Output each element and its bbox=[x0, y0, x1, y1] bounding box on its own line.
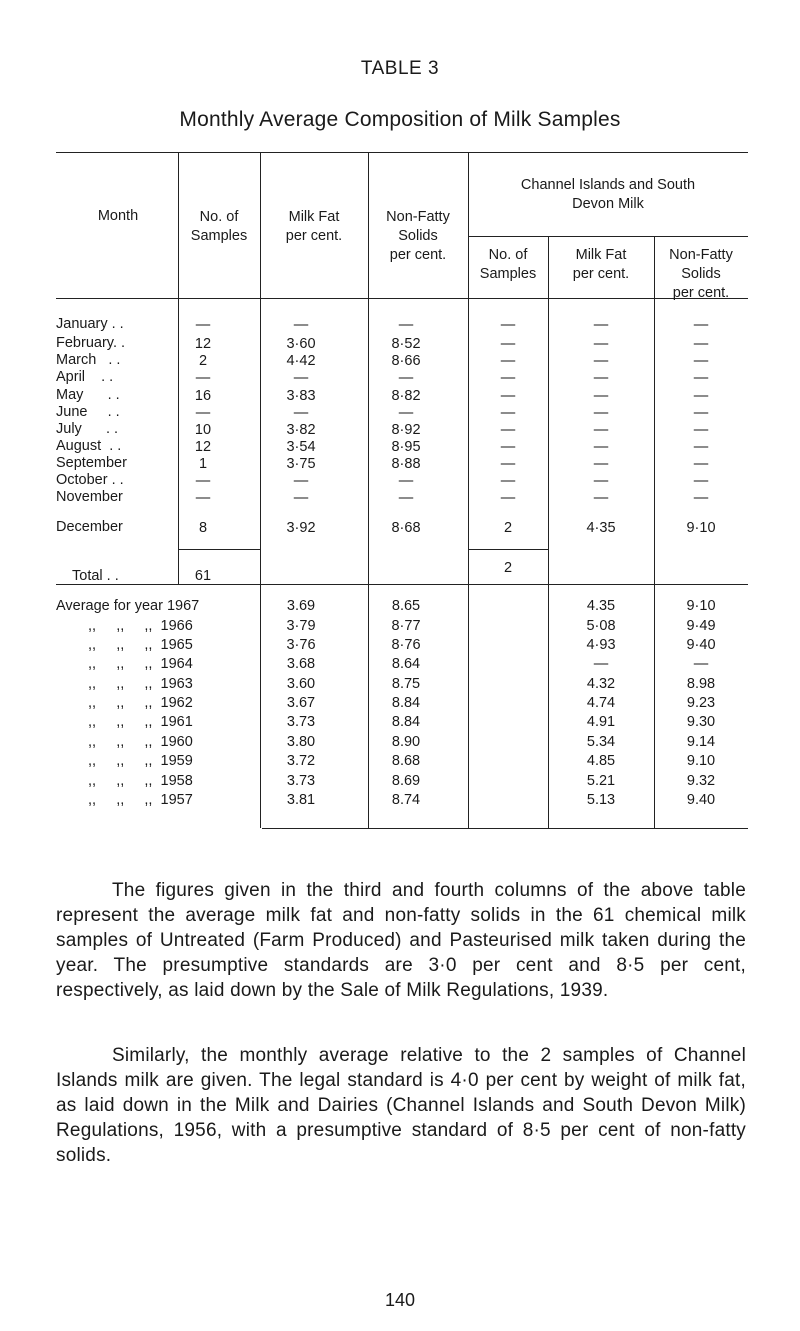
avg-ch-non-fatty-cell: 9.23 bbox=[686, 695, 716, 711]
ch-non-fatty-cell: — bbox=[693, 439, 709, 455]
ch-non-fatty-cell: — bbox=[693, 336, 709, 352]
ch-samples-cell: — bbox=[500, 336, 516, 352]
ch-samples-cell: — bbox=[500, 490, 516, 506]
table-title: Monthly Average Composition of Milk Samples bbox=[179, 108, 621, 131]
avg-ch-non-fatty-cell: 8.98 bbox=[686, 676, 716, 692]
month-label: February. . bbox=[56, 335, 126, 351]
avg-milk-fat-cell: 3·76 bbox=[286, 637, 316, 653]
average-year-label: ,, ,, ,, 1960 bbox=[88, 734, 193, 750]
month-label: November bbox=[56, 489, 123, 505]
channel-december-rule bbox=[468, 549, 548, 550]
month-label: September bbox=[56, 455, 127, 471]
milk-fat-cell: — bbox=[293, 490, 309, 506]
ch-non-fatty-cell: — bbox=[693, 317, 709, 333]
ch-milk-fat-cell: — bbox=[593, 473, 609, 489]
avg-milk-fat-cell: 3.81 bbox=[286, 792, 316, 808]
non-fatty-cell: 8·95 bbox=[391, 439, 421, 455]
december-rule bbox=[178, 549, 260, 550]
ch-milk-fat-cell: — bbox=[593, 456, 609, 472]
ch-non-fatty-cell: 9·10 bbox=[686, 520, 716, 536]
avg-non-fatty-cell: 8.64 bbox=[391, 656, 421, 672]
ch-milk-fat-cell: — bbox=[593, 388, 609, 404]
samples-cell: — bbox=[195, 370, 211, 386]
avg-non-fatty-cell: 8.68 bbox=[391, 753, 421, 769]
non-fatty-cell: — bbox=[398, 405, 414, 421]
avg-non-fatty-cell: 8.90 bbox=[391, 734, 421, 750]
samples-cell: — bbox=[195, 317, 211, 333]
ch-non-fatty-cell: — bbox=[693, 473, 709, 489]
samples-cell: 16 bbox=[194, 388, 212, 404]
average-year-label: ,, ,, ,, 1966 bbox=[88, 618, 193, 634]
ch-samples-cell: — bbox=[500, 370, 516, 386]
non-fatty-cell: 8·66 bbox=[391, 353, 421, 369]
header-ch-no-samples: No. of Samples bbox=[479, 247, 537, 282]
samples-cell: 12 bbox=[194, 439, 212, 455]
avg-ch-non-fatty-cell: 9·49 bbox=[686, 618, 716, 634]
ch-non-fatty-cell: — bbox=[693, 490, 709, 506]
ch-samples-cell: — bbox=[500, 473, 516, 489]
non-fatty-cell: — bbox=[398, 490, 414, 506]
avg-ch-non-fatty-cell: 9.32 bbox=[686, 773, 716, 789]
samples-cell: — bbox=[195, 405, 211, 421]
header-bottom-rule bbox=[56, 298, 748, 299]
avg-ch-non-fatty-cell: — bbox=[693, 656, 709, 672]
avg-non-fatty-cell: 8.84 bbox=[391, 695, 421, 711]
ch-milk-fat-cell: — bbox=[593, 317, 609, 333]
table-bottom-rule bbox=[262, 828, 748, 829]
channel-group-rule bbox=[468, 236, 748, 237]
milk-fat-cell: 3·92 bbox=[286, 520, 316, 536]
avg-ch-milk-fat-cell: 5.21 bbox=[586, 773, 616, 789]
avg-milk-fat-cell: 3.60 bbox=[286, 676, 316, 692]
avg-milk-fat-cell: 3.73 bbox=[286, 714, 316, 730]
total-label: Total . . bbox=[72, 568, 119, 584]
milk-fat-cell: — bbox=[293, 473, 309, 489]
avg-ch-milk-fat-cell: 5.34 bbox=[586, 734, 616, 750]
ch-non-fatty-cell: — bbox=[693, 388, 709, 404]
ch-non-fatty-cell: — bbox=[693, 456, 709, 472]
paragraph-2: Similarly, the monthly average relative to the 2 samples of Channel Islands milk are given. The legal standard is 4·0 per cent by weight of milk fat, as laid down in the Milk and Dairies (Channel Islands and South Devon Milk) Regulations, 1956, with a presumptive standard of 8·5 per cent of non-fatty solids. bbox=[56, 1045, 746, 1166]
header-non-fatty: Non-Fatty Solids per cent. bbox=[386, 209, 450, 263]
average-year-label: ,, ,, ,, 1963 bbox=[88, 676, 193, 692]
non-fatty-cell: 8·88 bbox=[391, 456, 421, 472]
avg-ch-milk-fat-cell: 4.35 bbox=[586, 598, 616, 614]
milk-fat-cell: 4·42 bbox=[286, 353, 316, 369]
average-year-label: ,, ,, ,, 1965 bbox=[88, 637, 193, 653]
total-rule bbox=[56, 584, 748, 585]
avg-non-fatty-cell: 8.74 bbox=[391, 792, 421, 808]
avg-milk-fat-cell: 3.68 bbox=[286, 656, 316, 672]
milk-fat-cell: — bbox=[293, 370, 309, 386]
ch-samples-cell: — bbox=[500, 456, 516, 472]
ch-samples-cell: 2 bbox=[503, 520, 513, 536]
avg-non-fatty-cell: 8·77 bbox=[391, 618, 421, 634]
avg-milk-fat-cell: 3·79 bbox=[286, 618, 316, 634]
ch-non-fatty-cell: — bbox=[693, 370, 709, 386]
avg-ch-milk-fat-cell: 4.74 bbox=[586, 695, 616, 711]
average-year-label: ,, ,, ,, 1962 bbox=[88, 695, 193, 711]
month-label: July . . bbox=[56, 421, 119, 437]
avg-ch-milk-fat-cell: 5.13 bbox=[586, 792, 616, 808]
header-ch-non-fatty: Non-Fatty Solids per cent. bbox=[669, 247, 733, 301]
avg-milk-fat-cell: 3.73 bbox=[286, 773, 316, 789]
milk-fat-cell: 3·54 bbox=[286, 439, 316, 455]
average-year-label: ,, ,, ,, 1957 bbox=[88, 792, 193, 808]
ch-milk-fat-cell: — bbox=[593, 370, 609, 386]
non-fatty-cell: — bbox=[398, 317, 414, 333]
ch-milk-fat-cell: — bbox=[593, 405, 609, 421]
samples-cell: 2 bbox=[198, 353, 208, 369]
non-fatty-cell: — bbox=[398, 473, 414, 489]
avg-non-fatty-cell: 8.84 bbox=[391, 714, 421, 730]
ch-milk-fat-cell: — bbox=[593, 439, 609, 455]
milk-fat-cell: — bbox=[293, 317, 309, 333]
average-year-label: ,, ,, ,, 1959 bbox=[88, 753, 193, 769]
page-number: 140 bbox=[384, 1290, 416, 1310]
month-label: May . . bbox=[56, 387, 120, 403]
avg-ch-non-fatty-cell: 9.10 bbox=[686, 753, 716, 769]
header-milk-fat: Milk Fat per cent. bbox=[285, 209, 343, 244]
non-fatty-cell: 8·68 bbox=[391, 520, 421, 536]
ch-non-fatty-cell: — bbox=[693, 353, 709, 369]
month-label: October . . bbox=[56, 472, 124, 488]
month-label: June . . bbox=[56, 404, 120, 420]
samples-cell: 8 bbox=[198, 520, 208, 536]
header-no-samples: No. of Samples bbox=[190, 209, 248, 244]
avg-milk-fat-cell: 3.72 bbox=[286, 753, 316, 769]
milk-fat-cell: 3·60 bbox=[286, 336, 316, 352]
avg-ch-milk-fat-cell: 4.32 bbox=[586, 676, 616, 692]
ch-samples-cell: — bbox=[500, 439, 516, 455]
ch-milk-fat-cell: — bbox=[593, 490, 609, 506]
month-label: April . . bbox=[56, 369, 114, 385]
total-samples: 61 bbox=[194, 568, 212, 584]
avg-milk-fat-cell: 3.67 bbox=[286, 695, 316, 711]
avg-ch-milk-fat-cell: — bbox=[593, 656, 609, 672]
avg-ch-non-fatty-cell: 9·10 bbox=[686, 598, 716, 614]
ch-non-fatty-cell: — bbox=[693, 422, 709, 438]
avg-milk-fat-cell: 3.69 bbox=[286, 598, 316, 614]
non-fatty-cell: — bbox=[398, 370, 414, 386]
paragraph-1: The figures given in the third and fourth columns of the above table represent the average milk fat and non-fatty solids in the 61 chemical milk samples of Untreated (Farm Produced) and Pasteurised milk taken during the year. The presumptive standards are 3·0 per cent and 8·5 per cent, respectively, as laid down by the Sale of Milk Regulations, 1939. bbox=[56, 880, 746, 1001]
average-year-label: ,, ,, ,, 1961 bbox=[88, 714, 193, 730]
avg-milk-fat-cell: 3.80 bbox=[286, 734, 316, 750]
ch-milk-fat-cell: — bbox=[593, 422, 609, 438]
ch-milk-fat-cell: — bbox=[593, 336, 609, 352]
average-year-label: ,, ,, ,, 1964 bbox=[88, 656, 193, 672]
avg-ch-non-fatty-cell: 9.40 bbox=[686, 792, 716, 808]
non-fatty-cell: 8·92 bbox=[391, 422, 421, 438]
avg-ch-non-fatty-cell: 9.30 bbox=[686, 714, 716, 730]
total-ch-samples: 2 bbox=[503, 560, 513, 576]
non-fatty-cell: 8·52 bbox=[391, 336, 421, 352]
month-label: January . . bbox=[56, 316, 124, 332]
table-number: TABLE 3 bbox=[360, 58, 440, 79]
month-label: December bbox=[56, 519, 123, 535]
avg-ch-milk-fat-cell: 4.85 bbox=[586, 753, 616, 769]
samples-cell: 1 bbox=[198, 456, 208, 472]
average-year-label: Average for year 1967 bbox=[56, 598, 200, 614]
samples-cell: — bbox=[195, 490, 211, 506]
non-fatty-cell: 8·82 bbox=[391, 388, 421, 404]
ch-non-fatty-cell: — bbox=[693, 405, 709, 421]
milk-fat-cell: 3·83 bbox=[286, 388, 316, 404]
milk-fat-cell: — bbox=[293, 405, 309, 421]
avg-ch-non-fatty-cell: 9.14 bbox=[686, 734, 716, 750]
avg-ch-non-fatty-cell: 9·40 bbox=[686, 637, 716, 653]
samples-cell: 12 bbox=[194, 336, 212, 352]
milk-fat-cell: 3·75 bbox=[286, 456, 316, 472]
month-label: March . . bbox=[56, 352, 121, 368]
table-top-rule bbox=[56, 152, 748, 153]
avg-non-fatty-cell: 8.69 bbox=[391, 773, 421, 789]
avg-ch-milk-fat-cell: 4·93 bbox=[586, 637, 616, 653]
avg-non-fatty-cell: 8.65 bbox=[391, 598, 421, 614]
ch-samples-cell: — bbox=[500, 317, 516, 333]
ch-samples-cell: — bbox=[500, 405, 516, 421]
avg-non-fatty-cell: 8·76 bbox=[391, 637, 421, 653]
ch-samples-cell: — bbox=[500, 388, 516, 404]
ch-samples-cell: — bbox=[500, 422, 516, 438]
month-label: August . . bbox=[56, 438, 122, 454]
ch-milk-fat-cell: — bbox=[593, 353, 609, 369]
average-year-label: ,, ,, ,, 1958 bbox=[88, 773, 193, 789]
header-month: Month bbox=[97, 208, 139, 224]
avg-ch-milk-fat-cell: 4.91 bbox=[586, 714, 616, 730]
samples-cell: — bbox=[195, 473, 211, 489]
avg-ch-milk-fat-cell: 5·08 bbox=[586, 618, 616, 634]
avg-non-fatty-cell: 8.75 bbox=[391, 676, 421, 692]
milk-fat-cell: 3·82 bbox=[286, 422, 316, 438]
ch-samples-cell: — bbox=[500, 353, 516, 369]
samples-cell: 10 bbox=[194, 422, 212, 438]
ch-milk-fat-cell: 4·35 bbox=[586, 520, 616, 536]
header-channel-islands: Channel Islands and South Devon Milk bbox=[520, 177, 696, 212]
header-ch-milk-fat: Milk Fat per cent. bbox=[572, 247, 630, 282]
